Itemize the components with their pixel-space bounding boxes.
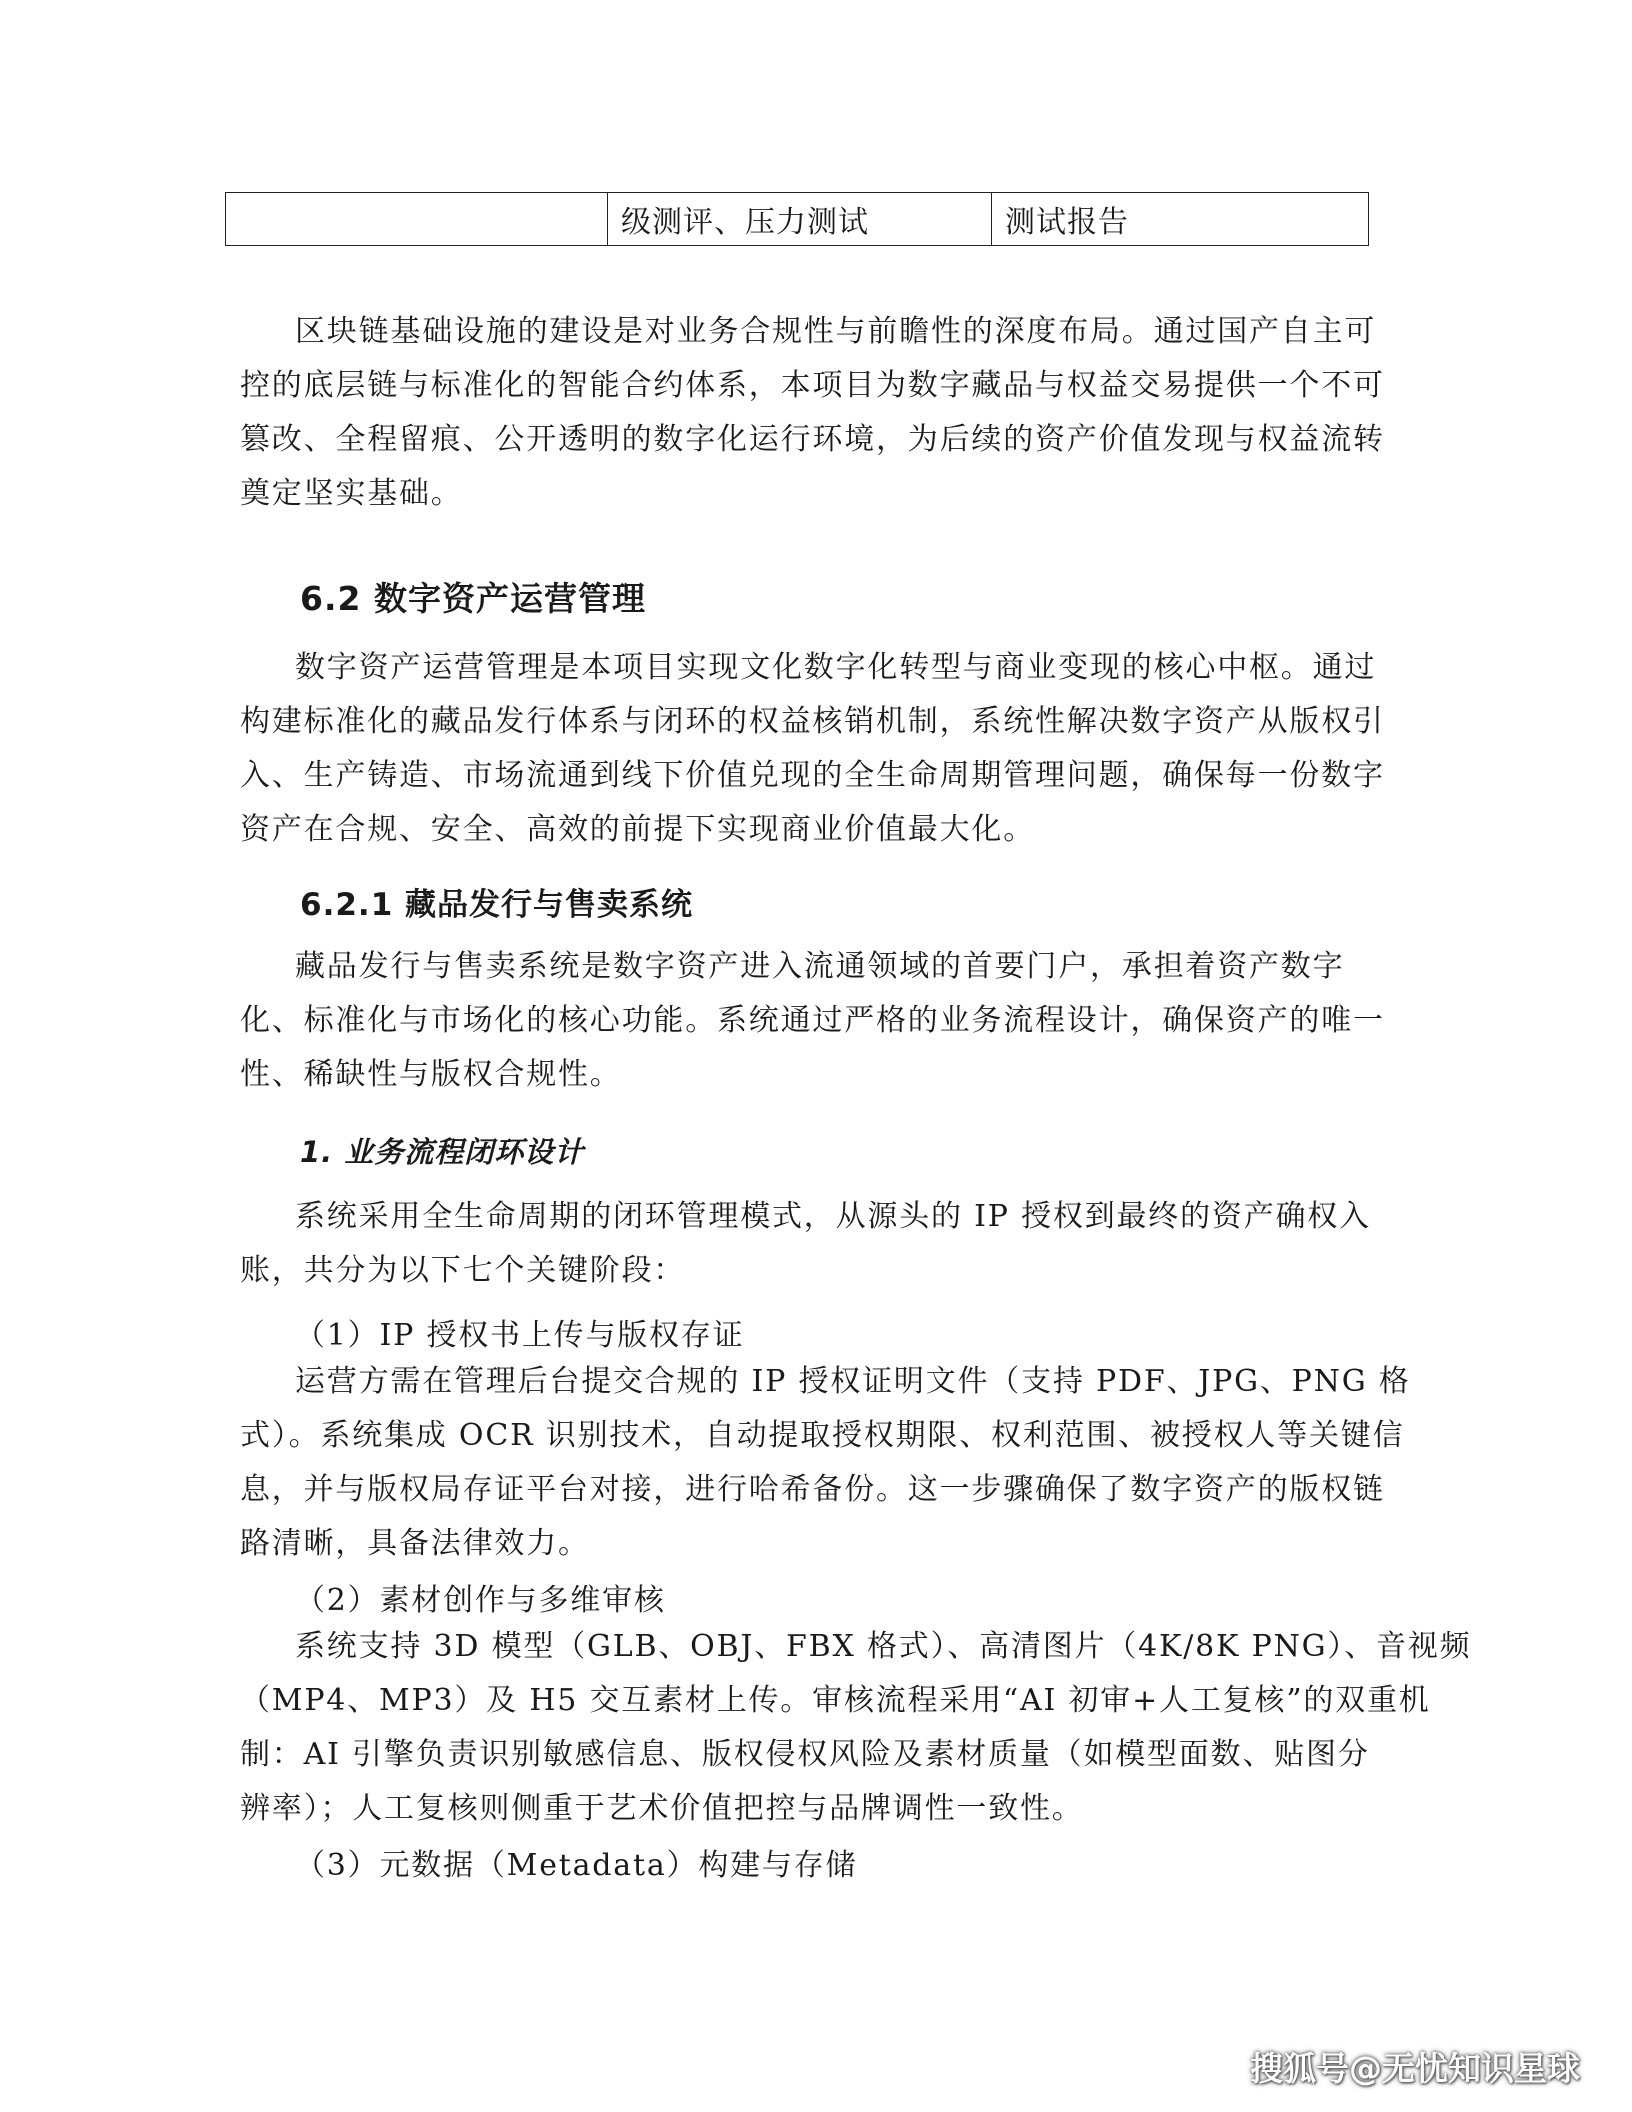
paragraph-line: 性、稀缺性与版权合规性。	[240, 1057, 622, 1092]
paragraph-blockchain	[240, 305, 1385, 521]
table-cell: 测试报告	[1005, 205, 1129, 240]
requirements-table-row	[225, 192, 1369, 246]
paragraph-line: 式）。系统集成 OCR 识别技术，自动提取授权期限、权利范围、被授权人等关键信	[240, 1418, 1405, 1453]
table-cell: 级测评、压力测试	[608, 193, 992, 245]
paragraph-line: 系统采用全生命周期的闭环管理模式，从源头的 IP 授权到最终的资产确权入	[295, 1199, 1371, 1234]
paragraph-line: 入、生产铸造、市场流通到线下价值兑现的全生命周期管理问题，确保每一份数字	[240, 758, 1385, 793]
paragraph-issuance-system	[240, 940, 1385, 1102]
paragraph-line: 制：AI 引擎负责识别敏感信息、版权侵权风险及素材质量（如模型面数、贴图分	[240, 1737, 1370, 1772]
section-heading-6-2-1: 6.2.1 藏品发行与售卖系统	[300, 887, 694, 923]
paragraph-line: 数字资产运营管理是本项目实现文化数字化转型与商业变现的核心中枢。通过	[295, 650, 1377, 685]
paragraph-line: 息，并与版权局存证平台对接，进行哈希备份。这一步骤确保了数字资产的版权链	[240, 1472, 1385, 1507]
paragraph-line: 藏品发行与售卖系统是数字资产进入流通领域的首要门户，承担着资产数字	[295, 949, 1345, 984]
paragraph-line: 化、标准化与市场化的核心功能。系统通过严格的业务流程设计，确保资产的唯一	[240, 1003, 1385, 1038]
paragraph-line: 路清晰，具备法律效力。	[240, 1526, 590, 1561]
subsection-heading-1: 1. 业务流程闭环设计	[300, 1135, 585, 1169]
watermark: 搜狐号@无忧知识星球	[1250, 2049, 1580, 2088]
stage-heading-3: （3）元数据（Metadata）构建与存储	[295, 1848, 858, 1883]
stage-heading-2: （2）素材创作与多维审核	[295, 1583, 666, 1618]
paragraph-line: 辨率）；人工复核则侧重于艺术价值把控与品牌调性一致性。	[240, 1791, 1084, 1826]
paragraph-stage-1	[240, 1355, 1411, 1571]
paragraph-line: 篡改、全程留痕、公开透明的数字化运行环境，为后续的资产价值发现与权益流转	[240, 422, 1385, 457]
paragraph-line: 区块链基础设施的建设是对业务合规性与前瞻性的深度布局。通过国产自主可	[295, 314, 1377, 349]
table-cell	[226, 193, 608, 245]
stage-heading-1: （1）IP 授权书上传与版权存证	[295, 1318, 745, 1353]
paragraph-line: 控的底层链与标准化的智能合约体系，本项目为数字藏品与权益交易提供一个不可	[240, 368, 1385, 403]
paragraph-stage-2	[240, 1620, 1472, 1836]
paragraph-line: 系统支持 3D 模型（GLB、OBJ、FBX 格式）、高清图片（4K/8K PNG）、音视频	[295, 1629, 1472, 1664]
paragraph-line: 资产在合规、安全、高效的前提下实现商业价值最大化。	[240, 812, 1035, 847]
paragraph-line: 账，共分为以下七个关键阶段：	[240, 1253, 686, 1288]
paragraph-line: 运营方需在管理后台提交合规的 IP 授权证明文件（支持 PDF、JPG、PNG 格	[295, 1364, 1411, 1399]
paragraph-line: （MP4、MP3）及 H5 交互素材上传。审核流程采用“AI 初审+人工复核”的双重机	[240, 1683, 1431, 1718]
paragraph-lifecycle	[240, 1190, 1380, 1298]
paragraph-line: 奠定坚实基础。	[240, 476, 463, 511]
paragraph-line: 构建标准化的藏品发行体系与闭环的权益核销机制，系统性解决数字资产从版权引	[240, 704, 1385, 739]
section-heading-6-2: 6.2 数字资产运营管理	[300, 579, 646, 618]
paragraph-asset-ops	[240, 641, 1385, 857]
